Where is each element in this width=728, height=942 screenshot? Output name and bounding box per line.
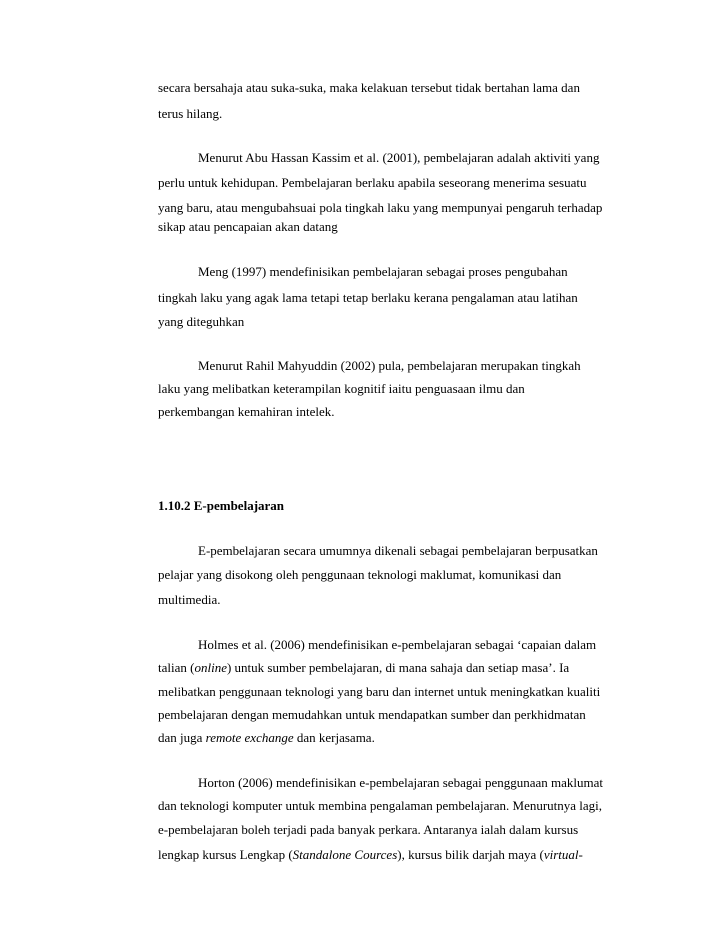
text-line: perkembangan kemahiran intelek. bbox=[158, 404, 335, 419]
text-line: secara bersahaja atau suka-suka, maka kelakuan tersebut tidak bertahan lama dan bbox=[158, 80, 580, 95]
text-line: yang diteguhkan bbox=[158, 314, 245, 329]
text-line: yang baru, atau mengubahsuai pola tingkah laku yang mempunyai pengaruh terhadap bbox=[158, 200, 603, 215]
text-line: e-pembelajaran boleh terjadi pada banyak perkara. Antaranya ialah dalam kursus bbox=[158, 822, 579, 837]
text-line: laku yang melibatkan keterampilan kognitif iaitu penguasaan ilmu dan bbox=[158, 381, 525, 396]
text-segment: dan juga bbox=[158, 730, 206, 745]
section-heading: 1.10.2 E-pembelajaran bbox=[158, 498, 285, 513]
text-line: pelajar yang disokong oleh penggunaan teknologi maklumat, komunikasi dan bbox=[158, 567, 562, 582]
italic-term: Standalone Cources bbox=[292, 847, 398, 862]
text-segment: talian ( bbox=[158, 660, 195, 675]
text-line: Menurut Rahil Mahyuddin (2002) pula, pembelajaran merupakan tingkah bbox=[198, 358, 581, 373]
text-line: Menurut Abu Hassan Kassim et al. (2001), pembelajaran adalah aktiviti yang bbox=[198, 150, 600, 165]
text-line: Meng (1997) mendefinisikan pembelajaran sebagai proses pengubahan bbox=[198, 264, 568, 279]
text-line bbox=[158, 730, 375, 746]
text-line: perlu untuk kehidupan. Pembelajaran berlaku apabila seseorang menerima sesuatu bbox=[158, 175, 587, 190]
text-line: melibatkan penggunaan teknologi yang baru dan internet untuk meningkatkan kualiti bbox=[158, 684, 601, 699]
text-line: multimedia. bbox=[158, 592, 221, 607]
italic-term: remote exchange bbox=[205, 730, 294, 745]
text-segment: ) untuk sumber pembelajaran, di mana sahaja dan setiap masa’. Ia bbox=[226, 660, 570, 675]
text-line: Holmes et al. (2006) mendefinisikan e-pembelajaran sebagai ‘capaian dalam bbox=[198, 637, 597, 652]
text-line: sikap atau pencapaian akan datang bbox=[158, 219, 338, 234]
text-line: pembelajaran dengan memudahkan untuk mendapatkan sumber dan perkhidmatan bbox=[158, 707, 586, 722]
text-segment: ), kursus bilik darjah maya ( bbox=[397, 847, 544, 862]
text-line: Horton (2006) mendefinisikan e-pembelajaran sebagai penggunaan maklumat bbox=[198, 775, 604, 790]
text-line: E-pembelajaran secara umumnya dikenali sebagai pembelajaran berpusatkan bbox=[198, 543, 598, 558]
italic-term: online bbox=[194, 660, 227, 675]
text-line bbox=[158, 660, 569, 676]
text-line: tingkah laku yang agak lama tetapi tetap berlaku kerana pengalaman atau latihan bbox=[158, 290, 578, 305]
text-segment: lengkap kursus Lengkap ( bbox=[158, 847, 293, 862]
text-line: dan teknologi komputer untuk membina pengalaman pembelajaran. Menurutnya lagi, bbox=[158, 798, 603, 813]
italic-term: virtual- bbox=[543, 847, 583, 862]
text-line bbox=[158, 847, 583, 863]
text-line: terus hilang. bbox=[158, 106, 223, 121]
text-segment: dan kerjasama. bbox=[293, 730, 375, 745]
